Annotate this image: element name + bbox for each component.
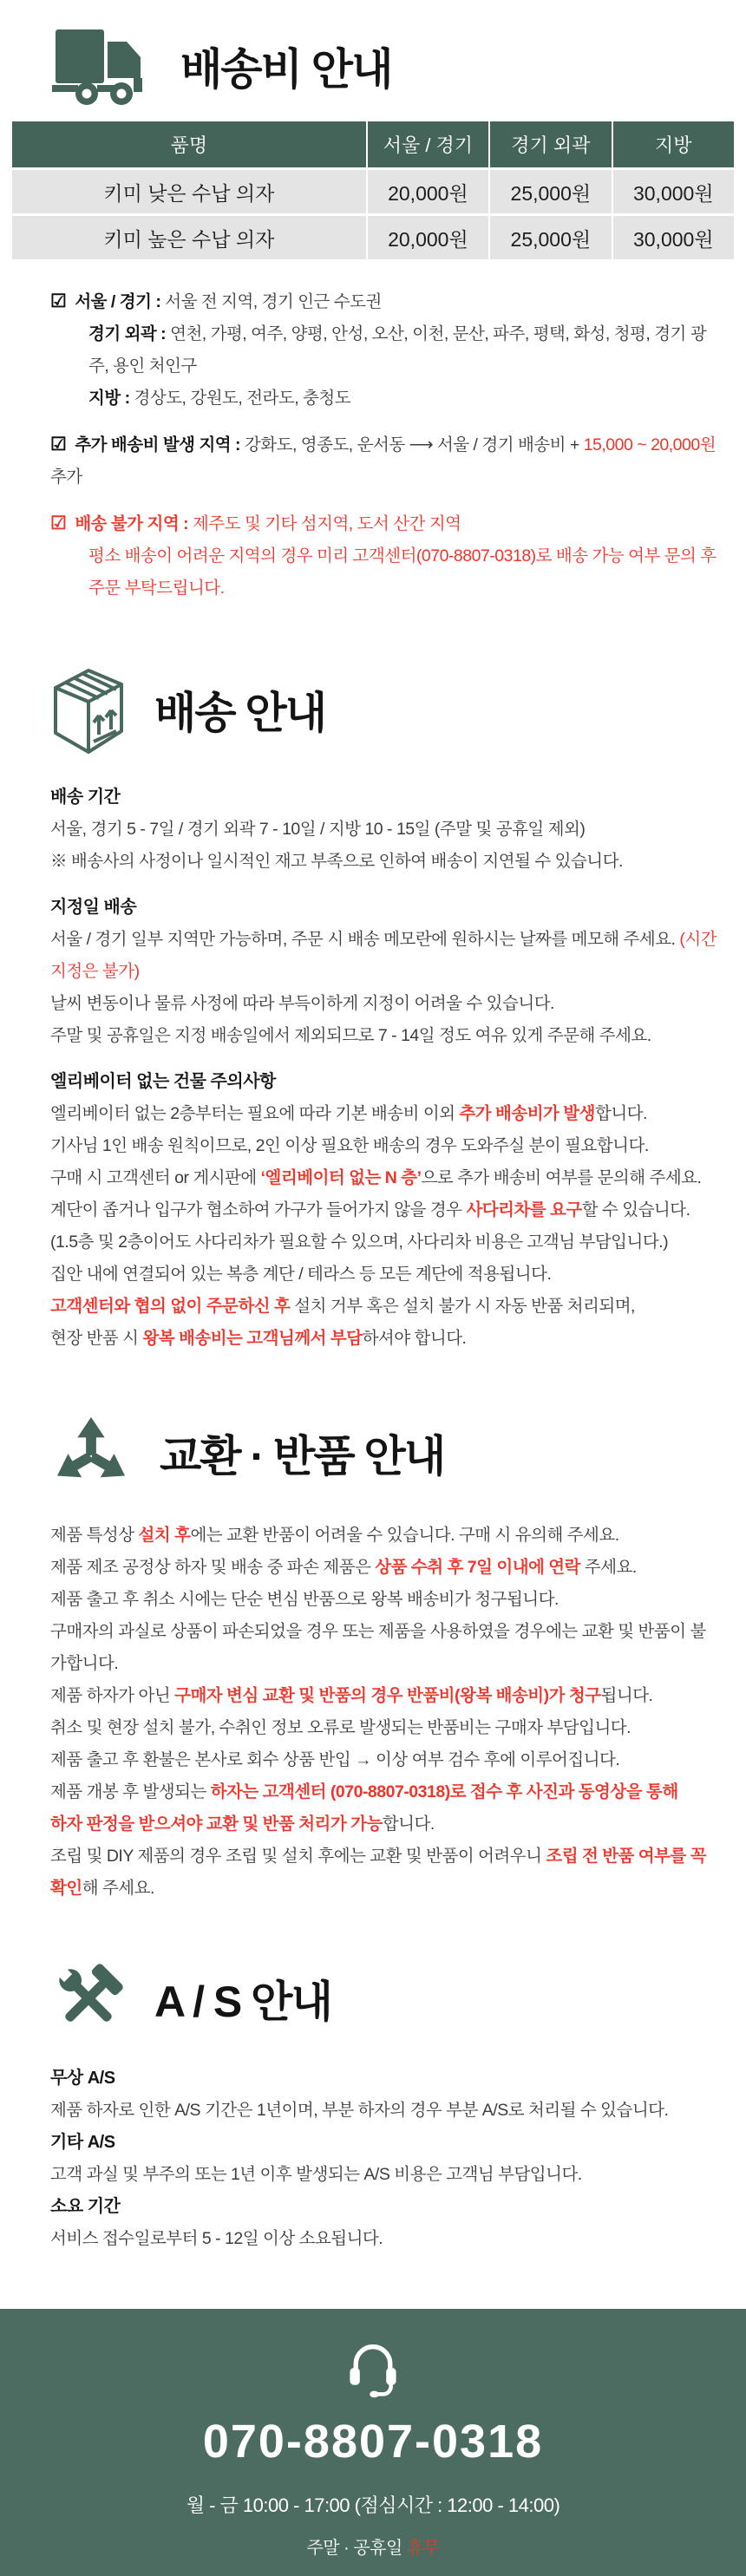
shipping-fee-table (12, 121, 734, 259)
subheading: 엘리베이터 없는 건물 주의사항 (50, 1072, 276, 1091)
table-cell: 30,000원 (613, 170, 734, 213)
section-exchange-return (0, 1410, 746, 1905)
subheading: 배송 기간 (50, 788, 121, 807)
table-cell: 25,000원 (490, 170, 611, 213)
text-line: 경기 외곽 : 연천, 가평, 여주, 양평, 안성, 오산, 이천, 문산, 파주, 평택, 화성, 청평, 경기 광주, 용인 처인구 (88, 324, 707, 376)
text-line: 고객센터와 협의 없이 주문하신 후 설치 거부 혹은 설치 불가 시 자동 반품 처리되며, (50, 1297, 635, 1316)
checkbox-icon: ☑ (50, 435, 67, 454)
text-line: 구매 시 고객센터 or 게시판에 ‘엘리베이터 없는 N 층’으로 추가 배송비 여부를 문의해 주세요. (50, 1168, 702, 1187)
table-cell: 20,000원 (368, 170, 488, 213)
checkbox-icon: ☑ (50, 513, 67, 533)
delivery-body (50, 781, 720, 1355)
section-shipping-fee (0, 24, 746, 605)
text-line: (1.5층 및 2층이어도 사다리차가 필요할 수 있으며, 사다리차 비용은 고객님 부담입니다.) (50, 1232, 669, 1252)
text-line: 서울, 경기 5 - 7일 / 경기 외곽 7 - 10일 / 지방 10 - 15일 (주말 및 공휴일 제외) (50, 820, 586, 839)
table-cell: 30,000원 (613, 216, 734, 259)
text-line: 고객 과실 및 부주의 또는 1년 이후 발생되는 A/S 비용은 고객님 부담입니다. (50, 2165, 582, 2184)
checkbox-icon: ☑ (50, 291, 67, 311)
text-line: 엘리베이터 없는 2층부터는 필요에 따라 기본 배송비 이외 추가 배송비가 발생합니다. (50, 1104, 647, 1123)
text-line: 서비스 접수일로부터 5 - 12일 이상 소요됩니다. (50, 2229, 383, 2248)
table-cell: 키미 높은 수납 의자 (12, 216, 366, 259)
section-delivery (0, 662, 746, 1355)
subheading: 무상 A/S (50, 2069, 115, 2088)
as-body (50, 2063, 720, 2255)
text-line: 집안 내에 연결되어 있는 복층 계단 / 테라스 등 모든 계단에 적용됩니다. (50, 1265, 552, 1284)
headset-icon (340, 2333, 406, 2403)
table-cell: 20,000원 (368, 216, 488, 259)
exchange-return-body (50, 1520, 720, 1905)
table-cell: 25,000원 (490, 216, 611, 259)
section-title: A / S 안내 (154, 1978, 331, 2026)
table-header-row (12, 121, 734, 167)
subheading: 기타 A/S (50, 2133, 115, 2152)
section-title: 배송 안내 (154, 689, 326, 737)
section-header (0, 662, 746, 757)
text-line: 현장 반품 시 왕복 배송비는 고객님께서 부담하셔야 합니다. (50, 1329, 467, 1348)
business-hours: 월 - 금 10:00 - 17:00 (점심시간 : 12:00 - 14:00) (186, 2494, 560, 2516)
text-line: 제품 출고 후 취소 시에는 단순 변심 반품으로 왕복 배송비가 청구됩니다. (50, 1590, 559, 1609)
table-cell: 키미 낮은 수납 의자 (12, 170, 366, 213)
text-line: 기사님 1인 배송 원칙이므로, 2인 이상 필요한 배송의 경우 도와주실 분이 필요합니다. (50, 1136, 649, 1155)
shipping-fee-notes (50, 285, 720, 605)
text-line: 제품 출고 후 환불은 본사로 회수 상품 반입 → 이상 여부 검수 후에 이루어집니다. (50, 1750, 620, 1769)
text-line: 취소 및 현장 설치 불가, 수취인 정보 오류로 발생되는 반품비는 구매자 부담입니다. (50, 1718, 631, 1737)
table-row (12, 216, 734, 259)
text-line: 제품 하자로 인한 A/S 기간은 1년이며, 부분 하자의 경우 부분 A/S로 처리될 수 있습니다. (50, 2101, 669, 2120)
text-line: 날씨 변동이나 물류 사정에 따라 부득이하게 지정이 어려울 수 있습니다. (50, 994, 554, 1013)
text-line: ☑ 서울 / 경기 : 서울 전 지역, 경기 인근 수도권 (50, 285, 720, 318)
customer-service-footer (0, 2309, 746, 2576)
text-line: 구매자의 과실로 상품이 파손되었을 경우 또는 제품을 사용하였을 경우에는 교환 및 반품이 불가합니다. (50, 1622, 706, 1673)
table-row (12, 170, 734, 213)
subheading: 지정일 배송 (50, 898, 137, 917)
section-header (0, 24, 746, 108)
text-line: ☑ 추가 배송비 발생 지역 : 강화도, 영종도, 운서동 ⟶ 서울 / 경기 배송비 + 15,000 ~ 20,000원 추가 (50, 428, 720, 494)
section-header (0, 1410, 746, 1495)
text-line: ※ 배송사의 사정이나 일시적인 재고 부족으로 인하여 배송이 지연될 수 있습니다. (50, 852, 623, 871)
table-header-cell: 경기 외곽 (490, 121, 611, 167)
package-icon (49, 662, 128, 757)
text-line: 제품 제조 공정상 하자 및 배송 중 파손 제품은 상품 수취 후 7일 이내에 연락 주세요. (50, 1558, 637, 1577)
section-as (0, 1958, 746, 2255)
text-line: 계단이 좁거나 입구가 협소하여 가구가 들어가지 않을 경우 사다리차를 요구할 수 있습니다. (50, 1200, 690, 1219)
text-line: 제품 특성상 설치 후에는 교환 반품이 어려울 수 있습니다. 구매 시 유의해 주세요. (50, 1526, 619, 1545)
page-title: 배송비 안내 (180, 45, 392, 94)
table-header-cell: 서울 / 경기 (368, 121, 488, 167)
recycle-icon (49, 1410, 134, 1495)
tools-icon (49, 1958, 128, 2038)
subheading: 소요 기간 (50, 2197, 121, 2216)
text-line: 제품 개봉 후 발생되는 하자는 고객센터 (070-8807-0318)로 접수 후 사진과 동영상을 통해 (50, 1782, 678, 1801)
text-line: ☑ 배송 불가 지역 : 제주도 및 기타 섬지역, 도서 산간 지역 (50, 507, 720, 540)
closed-days: 주말 · 공휴일 휴무 (306, 2539, 440, 2558)
section-header (0, 1958, 746, 2038)
text-line: 평소 배송이 어려운 지역의 경우 미리 고객센터(070-8807-0318)로 배송 가능 여부 문의 후 주문 부탁드립니다. (88, 546, 717, 598)
text-line: 주말 및 공휴일은 지정 배송일에서 제외되므로 7 - 14일 정도 여유 있게 주문해 주세요. (50, 1026, 651, 1045)
text-line: 서울 / 경기 일부 지역만 가능하며, 주문 시 배송 메모란에 원하시는 날짜를 메모해 주세요. (시간 지정은 불가) (50, 930, 717, 981)
customer-service-phone: 070-8807-0318 (202, 2416, 544, 2468)
section-title: 교환 · 반품 안내 (160, 1432, 445, 1481)
table-header-cell: 품명 (12, 121, 366, 167)
text-line: 지방 : 경상도, 강원도, 전라도, 충청도 (88, 389, 351, 408)
text-line: 제품 하자가 아닌 구매자 변심 교환 및 반품의 경우 반품비(왕복 배송비)가 청구됩니다. (50, 1686, 653, 1705)
truck-icon (49, 24, 154, 108)
text-line: 조립 및 DIY 제품의 경우 조립 및 설치 후에는 교환 및 반품이 어려우니 조립 전 반품 여부를 꼭 확인해 주세요. (50, 1847, 707, 1898)
closed-badge: 휴무 (406, 2539, 440, 2558)
text-line: 하자 판정을 받으셔야 교환 및 반품 처리가 가능합니다. (50, 1814, 435, 1834)
table-header-cell: 지방 (613, 121, 734, 167)
